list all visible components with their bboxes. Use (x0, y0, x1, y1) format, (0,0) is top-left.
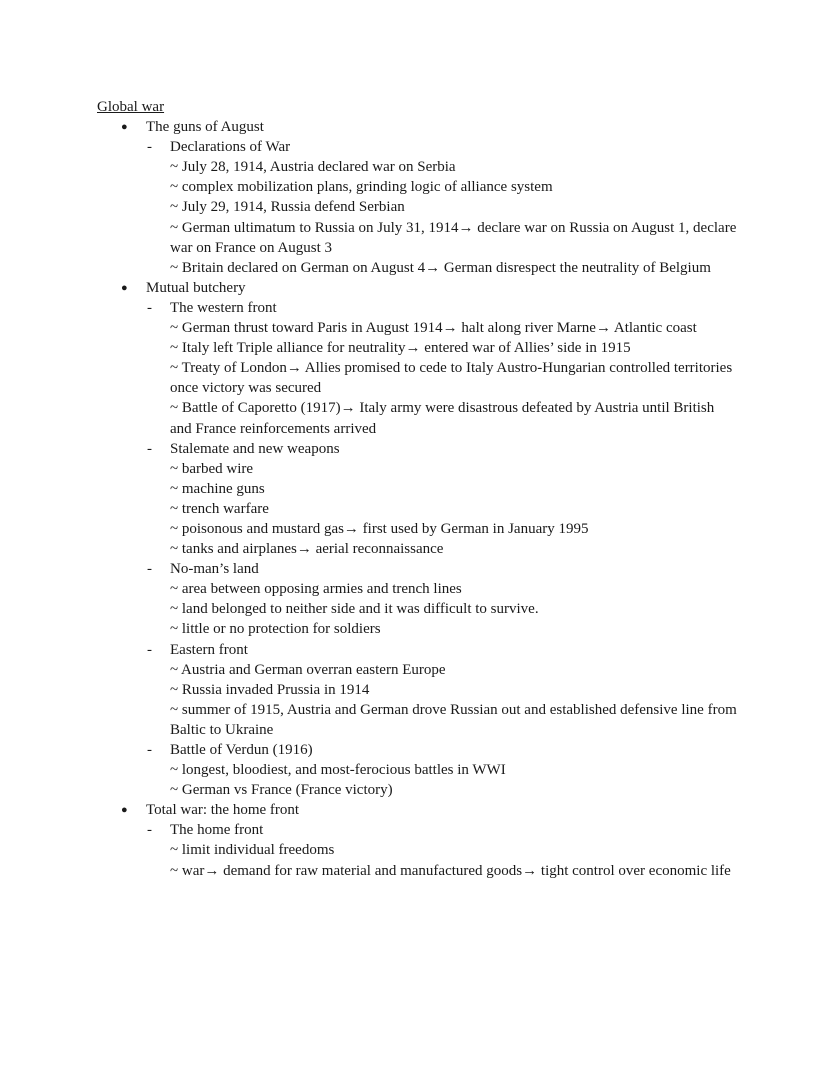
note-line: ~ limit individual freedoms (170, 842, 335, 859)
note-line: ~ Russia invaded Prussia in 1914 (170, 681, 370, 698)
note-line: ~ barbed wire (170, 460, 254, 477)
section-heading: Total war: the home front (146, 802, 300, 819)
sub-item (97, 559, 737, 579)
subsection-heading: No-man’s land (170, 561, 259, 578)
subsection-heading: The home front (170, 822, 264, 839)
dash-icon: - (147, 641, 152, 658)
dash-icon: - (147, 742, 152, 758)
note-line: ~ area between opposing armies and trench lines (170, 581, 462, 598)
note-line: ~ trench warfare (170, 500, 269, 517)
sub-item (97, 137, 737, 157)
outline-item (97, 800, 737, 820)
outline-item (97, 278, 737, 298)
document-body (97, 97, 737, 881)
dash-icon: - (147, 139, 152, 156)
dash-icon: - (147, 822, 152, 839)
note-line: ~ German thrust toward Paris in August 1914→ halt along river Marne→ Atlantic coast (170, 320, 697, 337)
sub-item (97, 298, 737, 318)
note-line: ~ Italy left Triple alliance for neutrality→ entered war of Allies’ side in 1915 (170, 340, 631, 357)
note-line: ~ Battle of Caporetto (1917)→ Italy army were disastrous defeated by Austria until British and France reinforcements arrived (170, 400, 715, 437)
note-line: ~ machine guns (170, 480, 265, 497)
note-line: ~ Austria and German overran eastern Europe (170, 661, 446, 678)
sub-item (97, 820, 737, 840)
note-line: ~ complex mobilization plans, grinding logic of alliance system (170, 179, 553, 196)
bullet-icon: ● (121, 121, 128, 134)
note-line: ~ July 29, 1914, Russia defend Serbian (170, 199, 405, 216)
note-line: ~ German ultimatum to Russia on July 31, 1914→ declare war on Russia on August 1, declare war on France on August 3 (170, 219, 737, 256)
dash-icon: - (147, 440, 152, 457)
section-heading: The guns of August (146, 119, 264, 136)
sub-item (97, 640, 737, 660)
note-line: ~ German vs France (France victory) (170, 782, 393, 799)
subsection-heading: Battle of Verdun (1916) (170, 742, 313, 758)
outline (97, 117, 737, 881)
note-line: ~ longest, bloodiest, and most-ferocious battles in WWI (170, 762, 506, 779)
note-line: ~ poisonous and mustard gas→ first used by German in January 1995 (170, 520, 589, 537)
section-heading: Mutual butchery (146, 279, 246, 296)
outline-item (97, 117, 737, 137)
note-line: ~ Britain declared on German on August 4→ German disrespect the neutrality of Belgium (170, 259, 711, 276)
note-line: ~ land belonged to neither side and it was difficult to survive. (170, 601, 539, 618)
sub-item (97, 439, 737, 459)
subsection-heading: Stalemate and new weapons (170, 440, 340, 457)
bullet-icon: ● (121, 281, 128, 294)
note-line: ~ Treaty of London→ Allies promised to cede to Italy Austro-Hungarian controlled territories once victory was secured (170, 360, 733, 397)
subsection-heading: Eastern front (170, 641, 248, 658)
document-title: Global war (97, 99, 165, 115)
sub-item (97, 740, 737, 760)
note-line: ~ tanks and airplanes→ aerial reconnaissance (170, 541, 444, 558)
note-line: ~ little or no protection for soldiers (170, 621, 381, 638)
dash-icon: - (147, 561, 152, 578)
subsection-heading: Declarations of War (170, 139, 291, 156)
bullet-icon: ● (121, 804, 128, 817)
note-line: ~ July 28, 1914, Austria declared war on Serbia (170, 159, 456, 176)
note-line: ~ war→ demand for raw material and manufactured goods→ tight control over economic life (170, 862, 731, 879)
note-line: ~ summer of 1915, Austria and German drove Russian out and established defensive line from Baltic to Ukraine (170, 701, 737, 738)
dash-icon: - (147, 299, 152, 316)
subsection-heading: The western front (170, 299, 277, 316)
